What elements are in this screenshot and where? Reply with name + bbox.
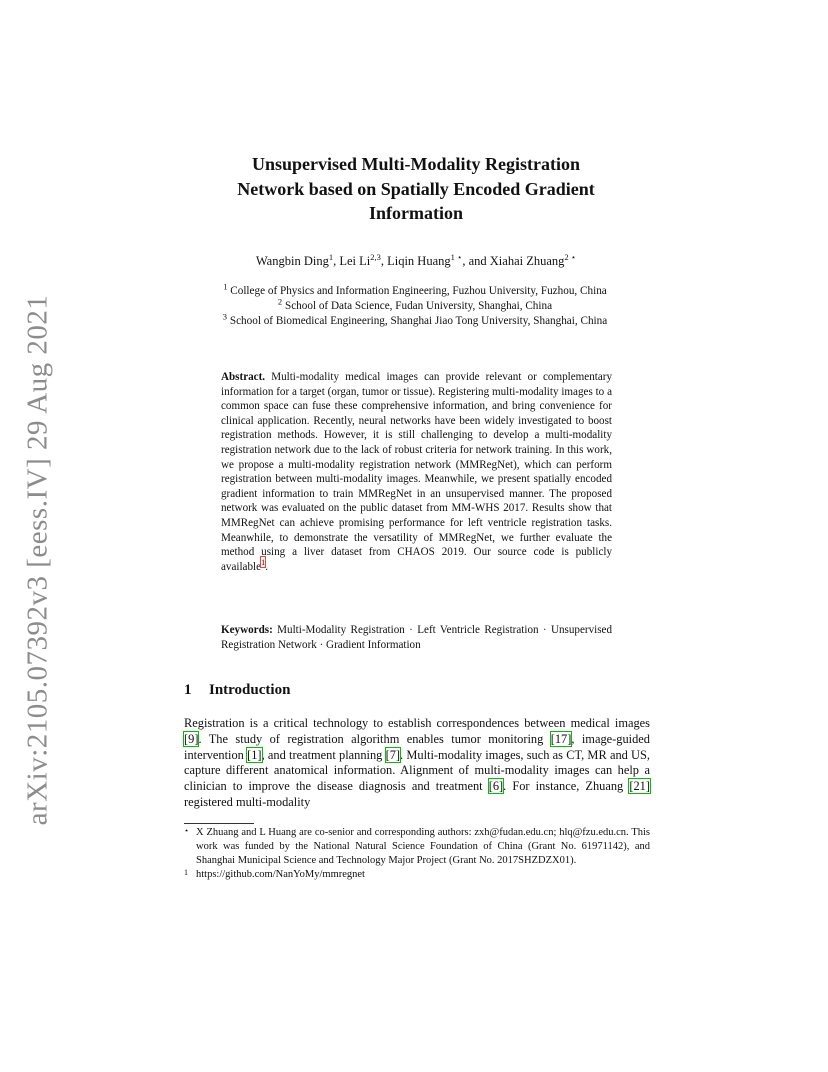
body-text-run: , and treatment planning [261, 747, 386, 762]
citation-link[interactable]: [9] [184, 731, 199, 746]
body-text-run: Registration is a critical technology to establish correspondences between medical images [184, 716, 650, 730]
affiliation-list [160, 281, 670, 329]
footnotes [184, 826, 650, 882]
title-line: Network based on Spatially Encoded Gradient [237, 178, 595, 199]
abstract-end: . [265, 560, 269, 573]
body-text-run: , image-guided intervention [184, 731, 650, 762]
footnote [184, 868, 650, 882]
title-line: Information [369, 203, 463, 223]
footnote [184, 826, 650, 868]
arxiv-identifier[interactable]: arXiv:2105.07392v3 [eess.IV] 29 Aug 2021 [21, 294, 54, 826]
affiliation-text: School of Data Science, Fudan University, Shanghai, China [284, 300, 553, 312]
author-separator: , [333, 254, 340, 268]
footnote-mark: ⋆ [184, 826, 190, 835]
footnote-mark: 1 [184, 868, 188, 877]
affiliation [160, 281, 670, 299]
introduction-paragraph [184, 716, 650, 811]
abstract-text: Multi-modality medical images can provide relevant or complementary information for a target (organ, tumor or tissue). Registering multi-modality images to a common space can fuse these comprehensive information, and bring convenience for clinical application. Recently, neural networks have been widely investigated to boost registration methods. However, it is still challenging to develop a multi-modality registration network due to the lack of robust criteria for network training. In this work, we propose a multi-modality registration network (MMRegNet), which can perform registration between multi-modality images. Meanwhile, we present spatially encoded gradient information to train MMRegNet in an unsupervised manner. The proposed network was evaluated on the public dataset from MM-WHS 2017. Results show that MMRegNet can achieve promising performance for left ventricle registration tasks. Meanwhile, to demonstrate the versatility of MMRegNet, we further evaluate the method using a liver dataset from CHAOS 2019. Our source code is publicly available [221, 371, 612, 573]
footnote-url[interactable]: https://github.com/NanYoMy/mmregnet [196, 869, 365, 880]
title-line: Unsupervised Multi-Modality Registration [252, 154, 580, 174]
author-name: Lei Li [339, 254, 371, 268]
abstract-label: Abstract. [221, 371, 266, 383]
citation-link[interactable]: [21] [629, 779, 650, 794]
section-title: Introduction [209, 682, 291, 698]
affiliation-mark: 1 [223, 281, 228, 292]
footnote-divider [184, 823, 254, 824]
citation-link[interactable]: [1] [247, 747, 262, 762]
author-list [184, 251, 648, 269]
author-affiliation-mark: 1 ⋆ [450, 251, 463, 262]
keywords [221, 623, 612, 652]
citation-link[interactable]: [6] [488, 779, 504, 794]
paper-title [184, 152, 648, 226]
author-affiliation-mark: 2,3 [370, 251, 381, 262]
author-affiliation-mark: 1 [328, 251, 334, 262]
author-name: Wangbin Ding [255, 254, 329, 268]
affiliation [160, 296, 670, 314]
citation-link[interactable]: [17] [550, 731, 572, 746]
body-text-run: . The study of registration algorithm enables tumor monitoring [198, 731, 551, 746]
section-number: 1 [184, 682, 192, 698]
abstract [221, 370, 612, 574]
author-separator: , and [462, 254, 490, 268]
citation-link[interactable]: [7] [385, 747, 401, 762]
affiliation-mark: 3 [222, 311, 228, 322]
footnote-ref-link[interactable]: 1 [261, 557, 266, 568]
affiliation-mark: 2 [277, 296, 283, 307]
author-affiliation-mark: 2 ⋆ [564, 251, 577, 262]
section-heading [184, 682, 290, 699]
affiliation [160, 311, 670, 329]
affiliation-text: College of Physics and Information Engineering, Fuzhou University, Fuzhou, China [230, 285, 607, 297]
body-text-run: registered multi-modality [184, 794, 311, 809]
body-text-run: . Multi-modality images, such as CT, MR and US, capture different anatomical information. Alignment of multi-modality images can help a clinician to improve the disease diagnosis and treatment [184, 747, 650, 794]
author-name: Liqin Huang [387, 254, 451, 268]
author-name: Xiahai Zhuang [489, 254, 565, 268]
keywords-label: Keywords: [221, 624, 273, 636]
keywords-text: Multi-Modality Registration · Left Ventricle Registration · Unsupervised Registration Network · Gradient Information [221, 624, 613, 651]
footnote-text: X Zhuang and L Huang are co-senior and corresponding authors: zxh@fudan.edu.cn; hlq@fzu.edu.cn. This work was funded by the National Natural Science Foundation of China (Grant No. 61971142), and Shanghai Municipal Science and Technology Major Project (Grant No. 2017SHZDZX01). [196, 827, 650, 866]
body-text-run: . For instance, Zhuang [503, 779, 630, 794]
affiliation-text: School of Biomedical Engineering, Shanghai Jiao Tong University, Shanghai, China [229, 315, 608, 327]
author-separator: , [380, 254, 388, 268]
